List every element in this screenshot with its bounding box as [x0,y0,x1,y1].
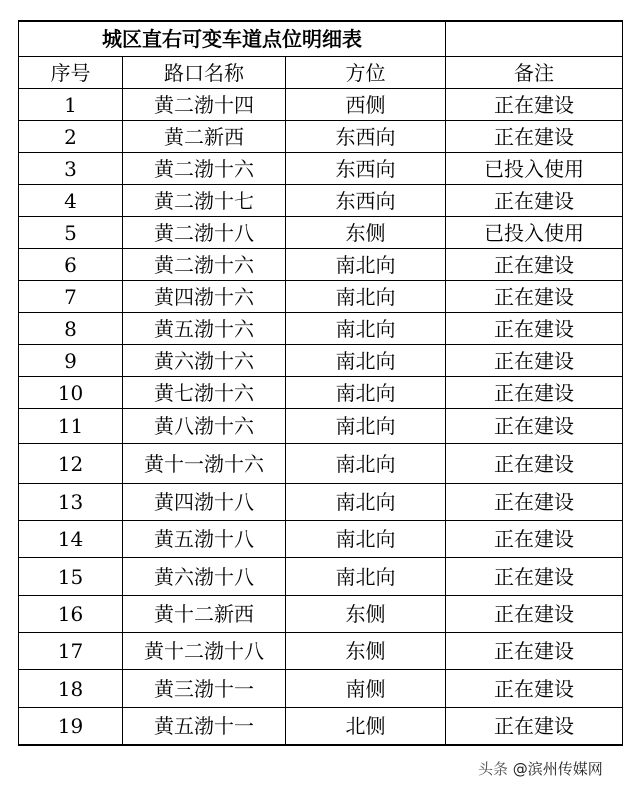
cell-direction: 南北向 [286,444,446,484]
cell-direction: 南北向 [286,521,446,558]
cell-intersection: 黄八渤十六 [123,409,286,444]
cell-direction: 南北向 [286,345,446,377]
table-row [19,185,623,217]
watermark-prefix: 头条 [478,760,509,778]
cell-remark: 正在建设 [446,89,623,121]
cell-remark: 正在建设 [446,409,623,444]
cell-direction: 东侧 [286,633,446,670]
cell-remark: 正在建设 [446,596,623,633]
table-row [19,121,623,153]
cell-remark: 正在建设 [446,444,623,484]
cell-index: 4 [19,185,123,217]
cell-remark: 正在建设 [446,521,623,558]
cell-remark: 正在建设 [446,345,623,377]
title-blank-cell [446,21,623,57]
table-row [19,217,623,249]
lane-location-table [18,20,623,746]
cell-remark: 已投入使用 [446,217,623,249]
cell-direction: 南北向 [286,409,446,444]
table-row [19,313,623,345]
cell-intersection: 黄四渤十六 [123,281,286,313]
header-remark: 备注 [446,57,623,89]
cell-index: 15 [19,558,123,596]
cell-index: 9 [19,345,123,377]
title-row [19,21,623,57]
cell-intersection: 黄二渤十六 [123,249,286,281]
cell-direction: 南北向 [286,313,446,345]
table-row [19,558,623,596]
cell-remark: 正在建设 [446,121,623,153]
watermark [478,758,603,779]
cell-direction: 西侧 [286,89,446,121]
cell-direction: 东侧 [286,596,446,633]
cell-remark: 正在建设 [446,484,623,521]
cell-direction: 东西向 [286,121,446,153]
header-row [19,57,623,89]
header-intersection: 路口名称 [123,57,286,89]
table-row [19,409,623,444]
cell-intersection: 黄二新西 [123,121,286,153]
cell-index: 17 [19,633,123,670]
cell-intersection: 黄五渤十八 [123,521,286,558]
table-row [19,281,623,313]
table-row [19,708,623,746]
cell-intersection: 黄六渤十八 [123,558,286,596]
cell-direction: 南北向 [286,377,446,409]
cell-index: 2 [19,121,123,153]
cell-index: 14 [19,521,123,558]
header-direction: 方位 [286,57,446,89]
cell-direction: 南北向 [286,281,446,313]
cell-remark: 正在建设 [446,708,623,746]
cell-intersection: 黄十一渤十六 [123,444,286,484]
cell-intersection: 黄二渤十七 [123,185,286,217]
table-row [19,153,623,185]
cell-remark: 正在建设 [446,558,623,596]
cell-remark: 正在建设 [446,281,623,313]
cell-remark: 已投入使用 [446,153,623,185]
table-row [19,444,623,484]
cell-index: 13 [19,484,123,521]
cell-remark: 正在建设 [446,313,623,345]
cell-index: 6 [19,249,123,281]
watermark-name: @滨州传媒网 [512,760,603,778]
cell-remark: 正在建设 [446,185,623,217]
cell-intersection: 黄五渤十一 [123,708,286,746]
table-row [19,249,623,281]
cell-index: 18 [19,670,123,708]
cell-remark: 正在建设 [446,670,623,708]
table-row [19,377,623,409]
cell-index: 10 [19,377,123,409]
cell-direction: 东侧 [286,217,446,249]
cell-intersection: 黄二渤十六 [123,153,286,185]
cell-intersection: 黄十二渤十八 [123,633,286,670]
cell-intersection: 黄七渤十六 [123,377,286,409]
cell-index: 11 [19,409,123,444]
cell-intersection: 黄十二新西 [123,596,286,633]
table-title: 城区直右可变车道点位明细表 [19,21,446,57]
cell-remark: 正在建设 [446,633,623,670]
cell-direction: 南侧 [286,670,446,708]
cell-index: 8 [19,313,123,345]
table-row [19,596,623,633]
cell-direction: 东西向 [286,185,446,217]
cell-intersection: 黄四渤十八 [123,484,286,521]
cell-index: 7 [19,281,123,313]
cell-index: 19 [19,708,123,746]
cell-direction: 南北向 [286,484,446,521]
cell-direction: 北侧 [286,708,446,746]
cell-intersection: 黄二渤十八 [123,217,286,249]
table-row [19,521,623,558]
table-row [19,345,623,377]
cell-intersection: 黄六渤十六 [123,345,286,377]
cell-direction: 南北向 [286,249,446,281]
cell-intersection: 黄三渤十一 [123,670,286,708]
cell-remark: 正在建设 [446,377,623,409]
header-index: 序号 [19,57,123,89]
cell-direction: 南北向 [286,558,446,596]
cell-index: 3 [19,153,123,185]
cell-direction: 东西向 [286,153,446,185]
table-row [19,670,623,708]
table-row [19,484,623,521]
table-row [19,633,623,670]
cell-intersection: 黄二渤十四 [123,89,286,121]
cell-index: 12 [19,444,123,484]
cell-index: 16 [19,596,123,633]
cell-index: 1 [19,89,123,121]
cell-remark: 正在建设 [446,249,623,281]
table-row [19,89,623,121]
cell-intersection: 黄五渤十六 [123,313,286,345]
cell-index: 5 [19,217,123,249]
